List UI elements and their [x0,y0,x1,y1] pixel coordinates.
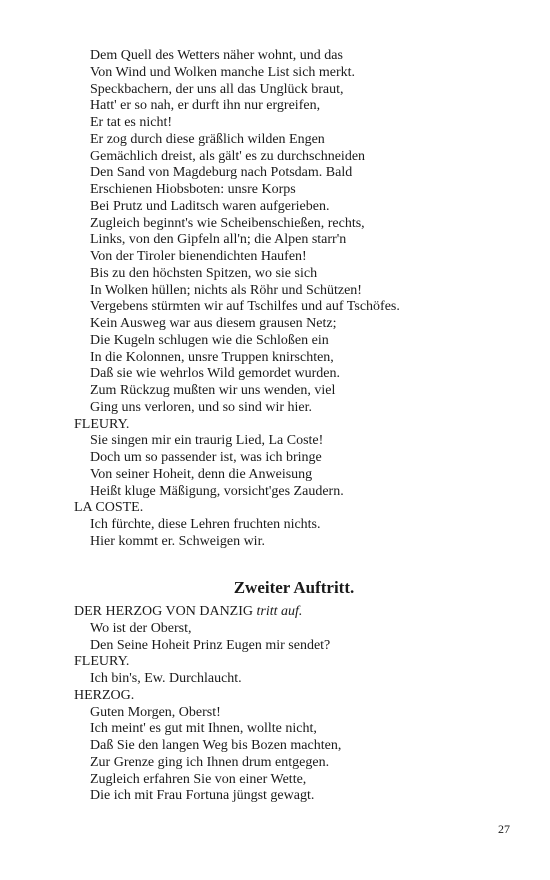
speaker-name: FLEURY. [74,416,130,432]
verse-line: Speckbachern, der uns all das Unglück braut, [90,81,344,97]
verse-line: Bei Prutz und Laditsch waren aufgerieben. [90,198,330,214]
verse-line: Ich fürchte, diese Lehren fruchten nichts. [90,517,321,532]
verse-line: Sie singen mir ein traurig Lied, La Coste! [90,433,324,449]
verse-passage-two-container [74,604,514,805]
verse-line: Guten Morgen, Oberst! [90,704,221,720]
verse-line: Wo ist der Oberst, [90,620,192,636]
verse-line: Er tat es nicht! [90,115,173,130]
page-number: 27 [498,822,510,836]
verse-line: Zugleich erfahren Sie von einer Wette, [90,771,307,787]
verse-line: Den Sand von Magdeburg nach Potsdam. Bald [90,165,353,181]
verse-line: Zugleich beginnt's wie Scheibenschießen, rechts, [90,215,365,231]
speaker-name: HERZOG. [74,687,135,703]
verse-line: Erschienen Hiobsboten: unsre Korps [90,182,296,197]
verse-line: Doch um so passender ist, was ich bringe [90,450,322,465]
verse-line: Von Wind und Wolken manche List sich merkt. [90,64,356,80]
verse-line: Gemächlich dreist, als gält' es zu durchschneiden [90,148,366,164]
verse-line: Von seiner Hoheit, denn die Anweisung [90,466,313,482]
speaker-name: FLEURY. [74,654,130,670]
verse-line: Hatt' er so nah, er durft ihn nur ergreifen, [90,98,321,114]
verse-line: Zur Grenze ging ich Ihnen drum entgegen. [90,754,330,770]
speaker-name: LA COSTE. [74,500,144,516]
verse-line: Ging uns verloren, und so sind wir hier. [90,399,313,415]
stage-direction: tritt auf. [256,604,303,619]
verse-line: Kein Ausweg war aus diesem grausen Netz; [90,316,337,331]
verse-line: Heißt kluge Mäßigung, vorsicht'ges Zaudern. [90,483,344,499]
verse-line: Ich meint' es gut mit Ihnen, wollte nicht, [90,721,317,737]
verse-line: Von der Tiroler bienendichten Haufen! [90,249,307,264]
verse-line: Vergebens stürmten wir auf Tschilfes und auf Tschöfes. [90,299,400,315]
verse-line: Den Seine Hoheit Prinz Eugen mir sendet? [90,637,331,653]
verse-line: Die ich mit Frau Fortuna jüngst gewagt. [90,788,315,804]
verse-line: Die Kugeln schlugen wie die Schloßen ein [90,332,329,348]
verse-line: Daß sie wie wehrlos Wild gemordet wurden. [90,366,340,382]
verse-line: Hier kommt er. Schweigen wir. [90,533,265,549]
verse-line: Er zog durch diese gräßlich wilden Engen [90,131,325,147]
scene-heading: Zweiter Auftritt. [233,578,355,597]
verse-passage-two [74,621,514,805]
entrance-line [74,604,514,621]
verse-line: Links, von den Gipfeln all'n; die Alpen starr'n [90,232,347,248]
verse-line: Daß Sie den langen Weg bis Bozen machten, [90,738,342,753]
verse-passage-one [74,48,514,551]
verse-line: In Wolken hüllen; nichts als Röhr und Schützen! [90,282,362,298]
verse-line: Bis zu den höchsten Spitzen, wo sie sich [90,265,318,281]
verse-line: Ich bin's, Ew. Durchlaucht. [90,671,242,686]
verse-line: Zum Rückzug mußten wir uns wenden, viel [90,383,336,398]
entrance-speaker: DER HERZOG VON DANZIG [74,604,254,619]
verse-line: In die Kolonnen, unsre Truppen knirschten, [90,349,334,365]
verse-line: Dem Quell des Wetters näher wohnt, und das [90,48,343,63]
